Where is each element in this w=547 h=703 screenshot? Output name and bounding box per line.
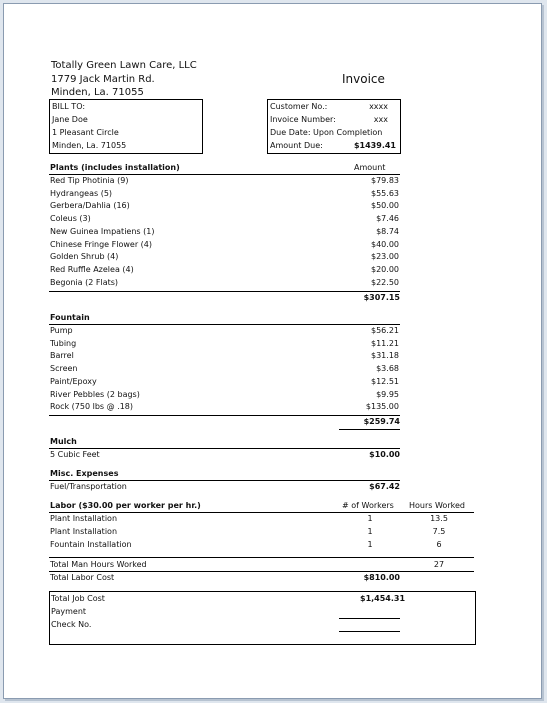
list-item (50, 251, 399, 264)
bill-to-heading: BILL TO: (52, 102, 86, 111)
list-item (50, 200, 399, 213)
man-hours-value: 27 (433, 560, 445, 569)
amount-column-heading: Amount (354, 163, 386, 172)
company-name: Totally Green Lawn Care, LLC (51, 60, 197, 71)
payment-line (339, 618, 400, 619)
list-item (50, 401, 399, 414)
mulch-heading-rule (49, 448, 400, 449)
item-amount: $20.00 (371, 264, 399, 274)
item-amount: $22.50 (371, 277, 399, 287)
due-date: Due Date: Upon Completion (270, 128, 383, 137)
item-label: Paint/Epoxy (50, 376, 97, 386)
fountain-total-underline (339, 429, 400, 430)
invoice-page (3, 3, 542, 699)
workers-column-heading: # of Workers (342, 501, 394, 510)
list-item (50, 277, 399, 290)
item-label: Pump (50, 326, 73, 335)
fountain-total-rule (49, 415, 400, 416)
job-cost-value: $1,454.31 (360, 594, 406, 603)
item-amount: $8.74 (376, 226, 399, 236)
labor-item-label: Plant Installation (50, 514, 118, 523)
item-label: Golden Shrub (4) (50, 252, 119, 262)
item-amount: $31.18 (371, 351, 399, 361)
mulch-amount: $10.00 (369, 450, 400, 459)
item-amount: $50.00 (371, 201, 399, 211)
item-label: Chinese Fringe Flower (4) (50, 239, 152, 249)
company-city: Minden, La. 71055 (51, 87, 144, 98)
company-address: 1779 Jack Martin Rd. (51, 74, 155, 85)
plants-total: $307.15 (363, 293, 400, 302)
amount-due-label: Amount Due: (270, 141, 323, 150)
amount-due-value: $1439.41 (353, 141, 396, 150)
list-item (50, 213, 399, 226)
list-item (50, 389, 399, 402)
item-amount: $7.46 (376, 214, 399, 224)
labor-item-label: Plant Installation (50, 527, 118, 536)
list-item (50, 338, 399, 351)
invoice-title: Invoice (342, 72, 385, 86)
item-label: Tubing (50, 338, 77, 348)
item-label: Hydrangeas (5) (50, 188, 113, 198)
item-amount: $3.68 (376, 364, 399, 374)
list-item (50, 325, 399, 338)
item-amount: $23.00 (371, 252, 399, 262)
labor-item-label: Fountain Installation (50, 540, 132, 549)
item-amount: $79.83 (371, 176, 399, 185)
mulch-item: 5 Cubic Feet (50, 450, 100, 459)
item-amount: $56.21 (371, 326, 399, 335)
misc-item: Fuel/Transportation (50, 482, 127, 491)
list-item (50, 188, 399, 201)
list-item (50, 239, 399, 252)
job-cost-label: Total Job Cost (51, 594, 105, 603)
item-label: New Guinea Impatiens (1) (50, 226, 155, 236)
invoice-number-value: xxx (373, 115, 388, 124)
check-no-line (339, 631, 400, 632)
bill-to-address: 1 Pleasant Circle (52, 128, 119, 137)
labor-item-workers: 1 (367, 514, 373, 523)
hours-column-heading: Hours Worked (409, 501, 465, 510)
item-label: Rock (750 lbs @ .18) (50, 402, 133, 412)
labor-item-hours: 13.5 (430, 514, 448, 523)
list-item (50, 376, 399, 389)
man-hours-rule (49, 557, 474, 558)
item-amount: $11.21 (371, 338, 399, 348)
mulch-heading: Mulch (50, 437, 77, 446)
labor-item-workers: 1 (367, 540, 373, 549)
customer-no-label: Customer No.: (270, 102, 328, 111)
misc-heading: Misc. Expenses (50, 469, 119, 478)
labor-item-hours: 6 (436, 540, 442, 549)
item-amount: $55.63 (371, 188, 399, 198)
invoice-number-label: Invoice Number: (270, 115, 336, 124)
item-label: Begonia (2 Flats) (50, 277, 119, 287)
list-item (50, 264, 399, 277)
bill-to-box (49, 99, 203, 154)
labor-total-value: $810.00 (363, 573, 400, 582)
misc-amount: $67.42 (369, 482, 400, 491)
payment-label: Payment (51, 607, 87, 616)
item-label: Screen (50, 364, 78, 374)
labor-heading: Labor ($30.00 per worker per hr.) (50, 501, 201, 510)
labor-item-hours: 7.5 (432, 527, 446, 536)
item-amount: $40.00 (371, 239, 399, 249)
item-label: River Pebbles (2 bags) (50, 389, 140, 399)
labor-total-label: Total Labor Cost (50, 573, 115, 582)
item-amount: $12.51 (371, 376, 399, 386)
plants-heading: Plants (includes installation) (50, 163, 180, 172)
item-label: Coleus (3) (50, 214, 91, 224)
invoice-info-box (267, 99, 401, 154)
list-item (50, 226, 399, 239)
man-hours-label: Total Man Hours Worked (50, 560, 147, 569)
check-no-label: Check No. (51, 620, 92, 629)
list-item (50, 175, 399, 188)
customer-no-value: xxxx (369, 102, 388, 111)
labor-item-workers: 1 (367, 527, 373, 536)
item-label: Red Ruffle Azelea (4) (50, 264, 134, 274)
plants-total-rule (49, 291, 400, 292)
item-label: Gerbera/Dahlia (16) (50, 201, 130, 211)
item-amount: $135.00 (365, 402, 399, 412)
list-item (50, 363, 399, 376)
item-amount: $9.95 (376, 389, 399, 399)
list-item (50, 350, 399, 363)
item-label: Red Tip Photinia (9) (50, 176, 129, 185)
fountain-heading: Fountain (50, 313, 90, 322)
bill-to-city: Minden, La. 71055 (52, 141, 127, 150)
item-label: Barrel (50, 351, 74, 361)
bill-to-name: Jane Doe (52, 115, 88, 124)
summary-box (49, 591, 476, 645)
fountain-total: $259.74 (363, 417, 400, 426)
